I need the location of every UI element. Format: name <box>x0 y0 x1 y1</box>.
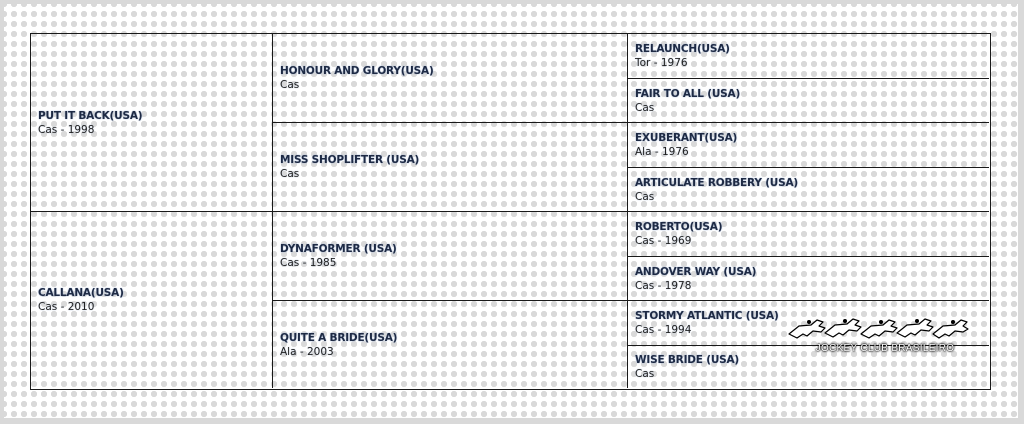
horse-info: Cas <box>635 101 655 114</box>
pedigree-cell-gen1-dam <box>31 212 273 388</box>
horse-name: PUT IT BACK(USA) <box>38 109 143 122</box>
pedigree-cell-gen1-sire <box>31 34 273 212</box>
horse-name: EXUBERANT(USA) <box>635 132 738 144</box>
horse-name: ANDOVER WAY (USA) <box>635 265 757 278</box>
horse-name: DYNAFORMER (USA) <box>280 243 397 255</box>
pedigree-cell-gen2 <box>273 34 628 123</box>
pedigree-cell-gen3 <box>628 257 989 301</box>
pedigree-cell-gen3 <box>628 79 989 123</box>
horse-info: Cas - 2010 <box>38 301 95 313</box>
horse-info: Cas - 1969 <box>635 235 692 247</box>
pedigree-cell-gen3 <box>628 123 989 168</box>
horse-name: ARTICULATE ROBBERY (USA) <box>635 176 799 189</box>
horse-info: Cas <box>635 190 655 203</box>
horse-info: Cas - 1978 <box>635 279 692 292</box>
horse-name: CALLANA(USA) <box>38 287 124 299</box>
horse-info: Cas - 1998 <box>38 123 95 136</box>
horse-name: QUITE A BRIDE(USA) <box>280 331 398 344</box>
horse-info: Cas <box>635 368 655 380</box>
racing-horses-icon <box>785 314 970 344</box>
horse-info: Cas - 1985 <box>280 257 337 269</box>
horse-name: WISE BRIDE (USA) <box>635 354 740 366</box>
horse-name: RELAUNCH(USA) <box>635 43 730 55</box>
horse-info: Cas <box>280 79 300 91</box>
horse-name: ROBERTO(USA) <box>635 221 723 233</box>
pedigree-cell-gen3 <box>628 34 989 79</box>
watermark-label: JOCKEY CLUB BRASILEIRO <box>815 343 955 354</box>
pedigree-cell-gen3 <box>628 168 989 212</box>
pedigree-cell-gen2 <box>273 123 628 212</box>
pedigree-cell-gen3 <box>628 212 989 257</box>
horse-info: Tor - 1976 <box>635 57 688 69</box>
pedigree-cell-gen2 <box>273 212 628 301</box>
horse-name: STORMY ATLANTIC (USA) <box>635 310 779 322</box>
horse-info: Cas - 1994 <box>635 324 692 336</box>
horse-info: Ala - 2003 <box>280 345 334 358</box>
horse-name: HONOUR AND GLORY(USA) <box>280 65 434 77</box>
horse-name: MISS SHOPLIFTER (USA) <box>280 154 420 166</box>
horse-info: Ala - 1976 <box>635 146 689 158</box>
pedigree-cell-gen2 <box>273 301 628 388</box>
horse-info: Cas <box>280 168 300 180</box>
jockey-club-watermark <box>785 314 970 354</box>
horse-name: FAIR TO ALL (USA) <box>635 87 741 100</box>
